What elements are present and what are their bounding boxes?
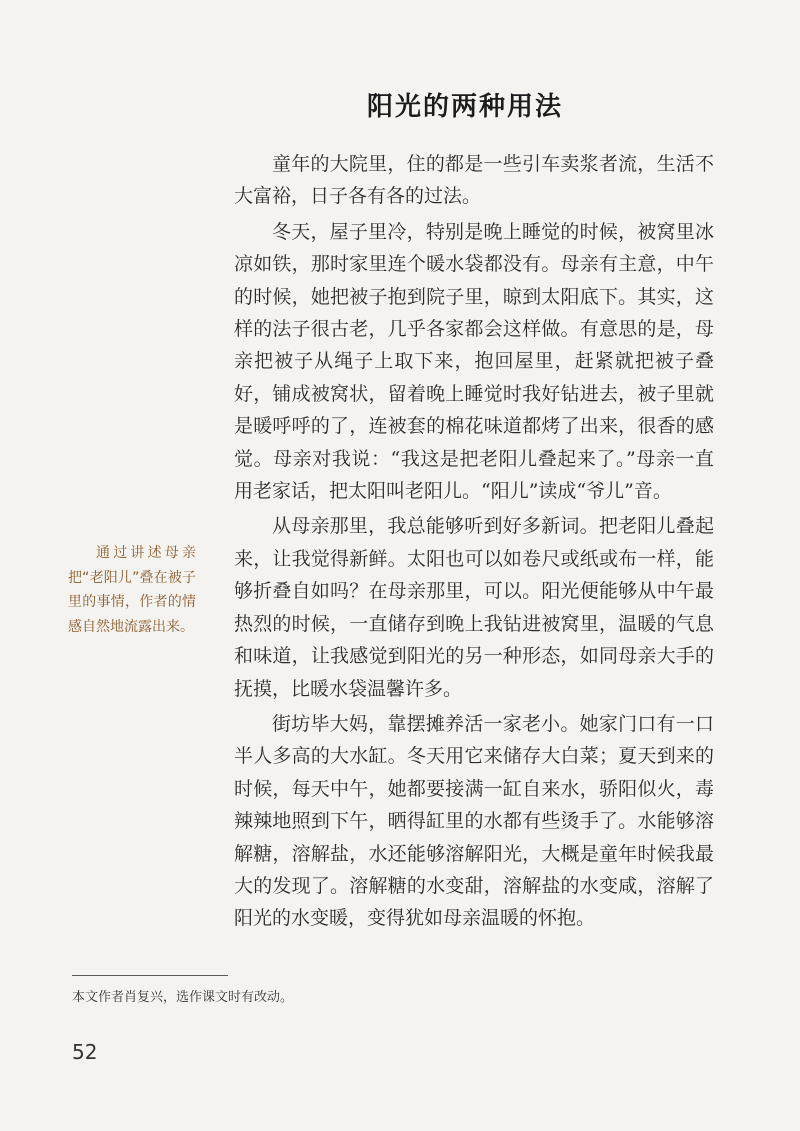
- paragraph: 童年的大院里，住的都是一些引车卖浆者流，生活不大富裕，日子各有各的过法。: [234, 153, 714, 208]
- footnote: 本文作者肖复兴，选作课文时有改动。: [72, 990, 294, 1005]
- paragraph: 冬天，屋子里冷，特别是晚上睡觉的时候，被窝里冰凉如铁，那时家里连个暖水袋都没有。母亲有主意，中午的时候，她把被子抱到院子里，晾到太阳底下。其实，这样的法子很古老，几乎各家都会这样做。有意思的是，母亲把被子从绳子上取下来，抱回屋里，赶紧就把被子叠好，铺成被窝状，留着晚上睡觉时我好钻进去，被子里就是暖呼呼的了，连被套的棉花味道都烤了出来，很香的感觉。母亲对我说：“我这是把老阳儿叠起来了。”母亲一直用老家话，把太阳叫老阳儿。“阳儿”读成“爷儿”音。: [234, 220, 714, 503]
- page-title: 阳光的两种用法: [366, 92, 563, 122]
- footnote-divider: [72, 975, 228, 976]
- paragraph: 街坊毕大妈，靠摆摊养活一家老小。她家门口有一口半人多高的大水缸。冬天用它来储存大白菜；夏天到来的时候，每天中午，她都要接满一缸自来水，骄阳似火，毒辣辣地照到下午，晒得缸里的水都有些烫手了。水能够溶解糖，溶解盐，水还能够溶解阳光，大概是童年时候我最大的发现了。溶解糖的水变甜，溶解盐的水变咸，溶解了阳光的水变暖，变得犹如母亲温暖的怀抱。: [234, 712, 714, 930]
- margin-annotation: 通过讲述母亲把“老阳儿”叠在被子里的事情，作者的情感自然地流露出来。: [68, 545, 196, 635]
- page-number: 52: [72, 1040, 98, 1064]
- paragraph: 从母亲那里，我总能够听到好多新词。把老阳儿叠起来，让我觉得新鲜。太阳也可以如卷尺或纸或布一样，能够折叠自如吗？在母亲那里，可以。阳光便能够从中午最热烈的时候，一直储存到晚上我钻进被窝里，温暖的气息和味道，让我感觉到阳光的另一种形态，如同母亲大手的抚摸，比暖水袋温馨许多。: [234, 515, 714, 700]
- article-body: [234, 148, 714, 938]
